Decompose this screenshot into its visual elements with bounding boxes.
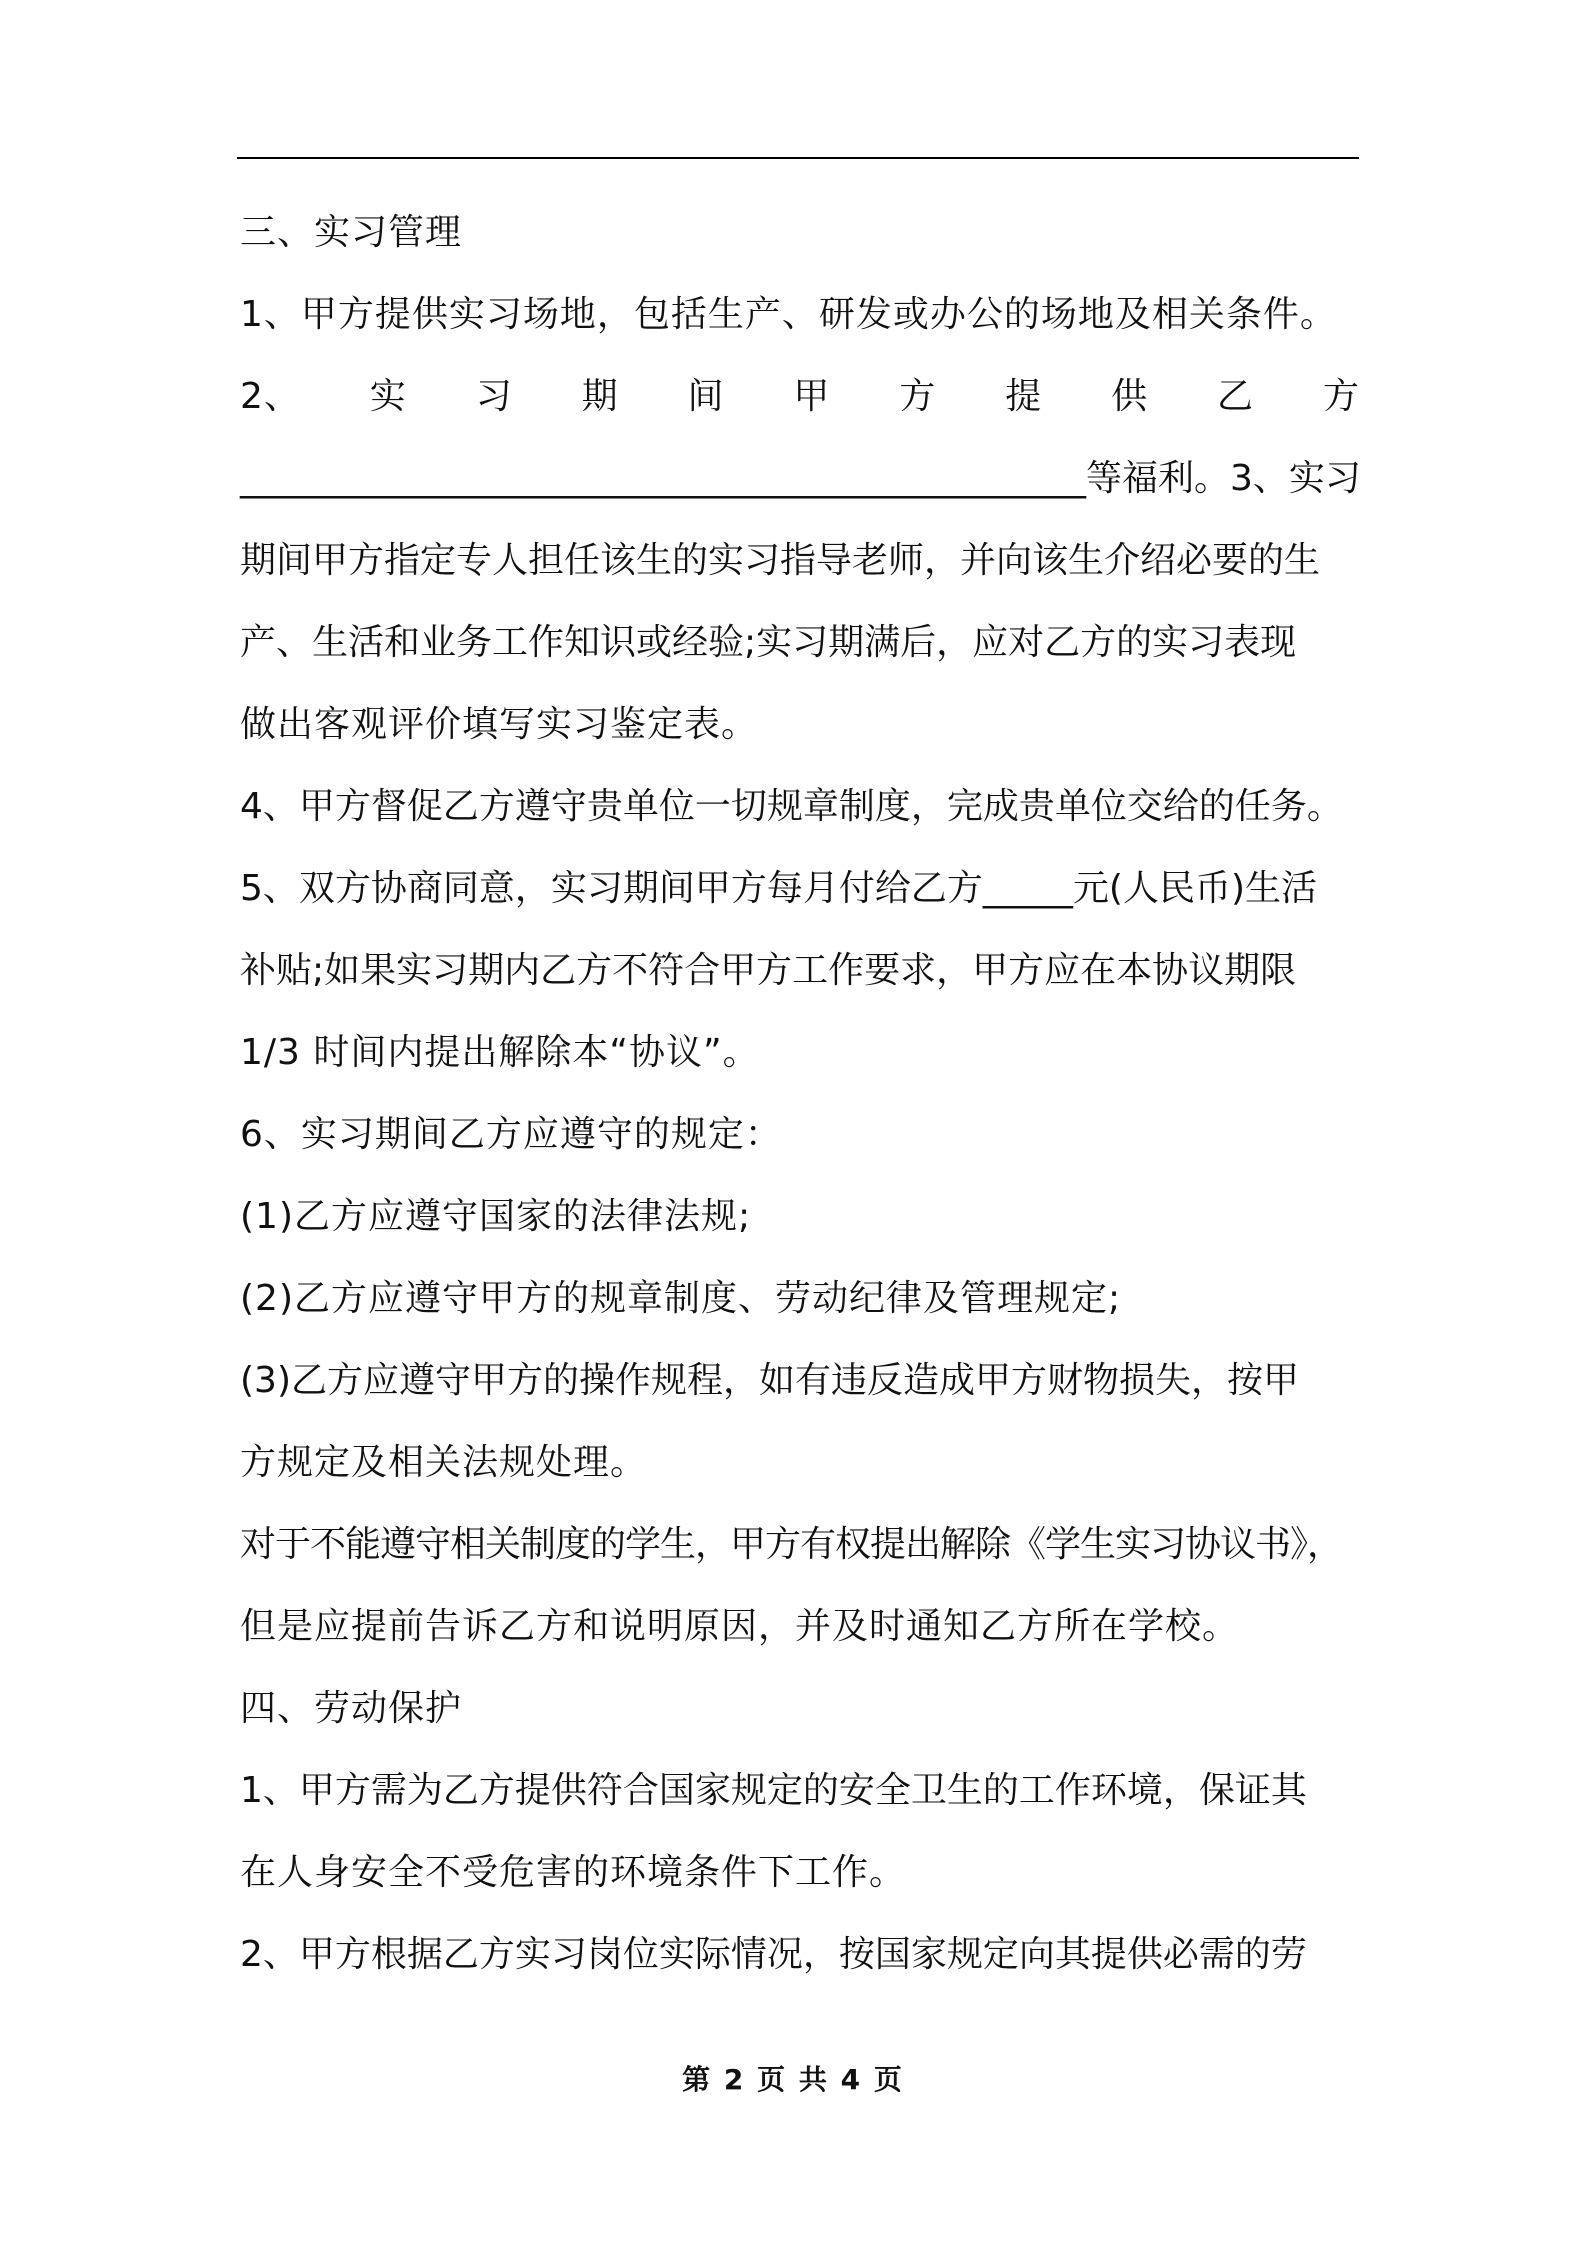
paragraph-line: 1、甲方需为乙方提供符合国家规定的安全卫生的工作环境，保证其 <box>240 1770 1307 1811</box>
paragraph-line: (2)乙方应遵守甲方的规章制度、劳动纪律及管理规定; <box>240 1278 1122 1319</box>
paragraph-line: _______________________________________________等福利。3、实习 <box>240 458 1361 499</box>
spread-char: 提 <box>1005 376 1043 417</box>
spread-char: 间 <box>687 376 725 417</box>
paragraph-line: (3)乙方应遵守甲方的操作规程，如有违反造成甲方财物损失，按甲 <box>240 1360 1299 1401</box>
paragraph-line: 在人身安全不受危害的环境条件下工作。 <box>240 1852 907 1893</box>
spread-char: 实 <box>369 376 407 417</box>
spread-char: 习 <box>475 376 513 417</box>
spread-char: 乙 <box>1217 376 1255 417</box>
paragraph-line: 产、生活和业务工作知识或经验;实习期满后，应对乙方的实习表现 <box>240 622 1297 663</box>
paragraph-line: 但是应提前告诉乙方和说明原因，并及时通知乙方所在学校。 <box>240 1606 1240 1647</box>
spread-char: 方 <box>1322 376 1360 417</box>
paragraph-line: 期间甲方指定专人担任该生的实习指导老师，并向该生介绍必要的生 <box>240 540 1321 581</box>
spread-char: 方 <box>899 376 937 417</box>
header-rule <box>237 157 1359 159</box>
paragraph-line: (1)乙方应遵守国家的法律法规; <box>240 1196 752 1237</box>
page-footer: 第 2 页 共 4 页 <box>682 2063 904 2096</box>
spread-char: 期 <box>581 376 619 417</box>
paragraph-line: 1/3 时间内提出解除本“协议”。 <box>240 1032 760 1073</box>
spread-char: 甲 <box>793 376 831 417</box>
justified-line <box>240 356 1360 438</box>
section-heading: 四、劳动保护 <box>240 1688 463 1729</box>
paragraph-line: 补贴;如果实习期内乙方不符合甲方工作要求，甲方应在本协议期限 <box>240 950 1297 991</box>
paragraph-line: 6、实习期间乙方应遵守的规定： <box>240 1114 782 1155</box>
spread-char: 2、 <box>240 376 301 417</box>
spread-char: 供 <box>1111 376 1149 417</box>
paragraph-line: 做出客观评价填写实习鉴定表。 <box>240 704 759 745</box>
paragraph-line: 1、甲方提供实习场地，包括生产、研发或办公的场地及相关条件。 <box>240 294 1337 335</box>
paragraph-line: 2、甲方根据乙方实习岗位实际情况，按国家规定向其提供必需的劳 <box>240 1934 1307 1975</box>
section-heading: 三、实习管理 <box>240 212 463 253</box>
document-body <box>240 192 1360 1996</box>
paragraph-line: 对于不能遵守相关制度的学生，甲方有权提出解除《学生实习协议书》， <box>240 1524 1343 1565</box>
paragraph-line: 5、双方协商同意，实习期间甲方每月付给乙方_____元(人民币)生活 <box>240 868 1317 909</box>
paragraph-line: 4、甲方督促乙方遵守贵单位一切规章制度，完成贵单位交给的任务。 <box>240 786 1343 827</box>
paragraph-line: 方规定及相关法规处理。 <box>240 1442 648 1483</box>
